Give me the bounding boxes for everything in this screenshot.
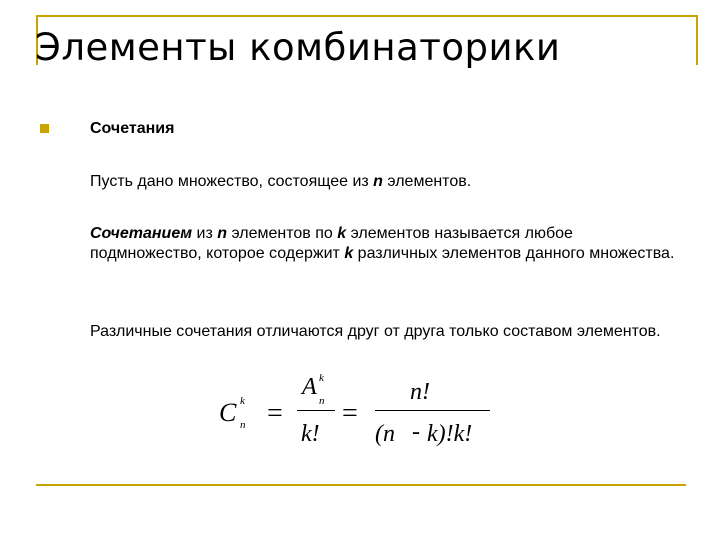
formula-A: A bbox=[302, 374, 317, 400]
text: элементов. bbox=[382, 173, 472, 190]
slide-title: Элементы комбинаторики bbox=[35, 26, 561, 69]
formula-den2-open: (n bbox=[375, 421, 395, 447]
formula-den2-rest: k)!k! bbox=[427, 421, 473, 447]
var-k: k bbox=[344, 245, 354, 262]
title-right-rule bbox=[696, 15, 698, 65]
text: элементов называется любое подмножество, которое содержит bbox=[90, 225, 573, 262]
formula-C: C bbox=[219, 398, 237, 427]
var-k: k bbox=[337, 225, 347, 242]
formula-den2-minus: - bbox=[412, 419, 420, 445]
text: из bbox=[192, 225, 218, 242]
formula-A-sub: n bbox=[319, 395, 325, 407]
var-n: n bbox=[217, 225, 228, 242]
formula-den1: k! bbox=[301, 421, 320, 447]
section-heading: Сочетания bbox=[90, 120, 175, 137]
paragraph-combination-definition bbox=[90, 224, 680, 264]
formula-C-sup: k bbox=[240, 395, 245, 407]
var-n: n bbox=[373, 173, 383, 190]
formula-A-sup: k bbox=[319, 372, 324, 384]
term-combination: Сочетанием bbox=[90, 225, 193, 242]
fraction-bar-2 bbox=[375, 410, 490, 411]
title-top-rule bbox=[36, 15, 698, 17]
formula-equals-2: = bbox=[342, 398, 358, 429]
text: различных элементов данного множества. bbox=[353, 245, 675, 262]
combination-formula bbox=[215, 372, 495, 462]
paragraph-set-definition bbox=[90, 172, 680, 192]
text: элементов по bbox=[227, 225, 338, 242]
formula-num2: n! bbox=[410, 379, 430, 405]
text: Пусть дано множество, состоящее из bbox=[90, 173, 374, 190]
formula-C-sub: n bbox=[240, 419, 246, 431]
bottom-rule bbox=[36, 484, 686, 486]
bullet-square-icon bbox=[40, 124, 49, 133]
formula-equals-1: = bbox=[267, 398, 283, 429]
fraction-bar-1 bbox=[297, 410, 335, 411]
paragraph-difference: Различные сочетания отличаются друг от друга только составом элементов. bbox=[90, 323, 661, 340]
